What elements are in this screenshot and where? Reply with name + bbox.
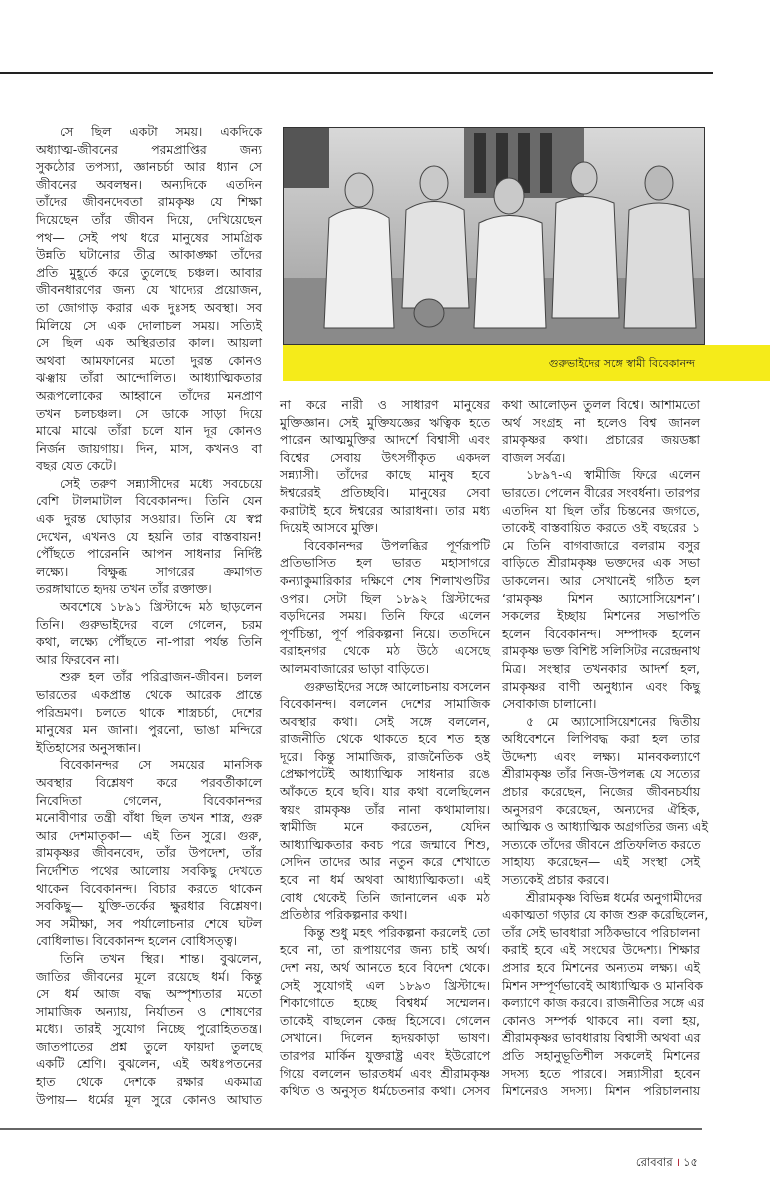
text-line: কোনও সম্পর্ক থাকবে না। বলা হয়, [502, 1012, 700, 1028]
text-line: শ্রীরামকৃষ্ণ তাঁর নিজ-উপলব্ধ যে সত্যের [502, 766, 700, 782]
text-line: আর দেশমাতৃকা— এই তিন সুরে। গুরু, [36, 827, 262, 843]
text-line: অথবা আমফানের মতো দুরন্ত কোনও [36, 352, 262, 368]
text-line: শুরু হল তাঁর পরিব্রাজন-জীবন। চলল [60, 669, 262, 685]
text-line: সেই সুযোগই এল ১৮৯৩ খ্রিস্টাব্দে। [280, 977, 490, 993]
text-line: হলেন বিবেকানন্দ। সম্পাদক হলেন [502, 625, 700, 641]
photo-illustration [284, 128, 705, 345]
text-line: মিশনেরও সদস্য। মিশন পরিচালনায় [502, 1083, 700, 1099]
text-line: বাজল সর্বত্র। [502, 449, 566, 465]
text-line: নির্জন জায়গায়। দিন, মাস, কখনও বা [36, 440, 262, 456]
text-line: দিয়েই আসবে মুক্তি। [280, 520, 379, 536]
text-line: নিবেদিতা গেলেন, বিবেকানন্দর [36, 792, 262, 808]
text-line: তরঙ্গাঘাতে হৃদয় তখন তাঁর রক্তাক্ত। [36, 581, 212, 597]
text-line: ১৮৯৭-এ স্বামীজি ফিরে এলেন [526, 467, 700, 483]
text-line: বোধিলাভ। বিবেকানন্দ হলেন বোধিসত্ত্ব। [36, 933, 238, 949]
photo-caption: গুরুভাইদের সঙ্গে স্বামী বিবেকানন্দ [548, 357, 695, 370]
text-line: পরিভ্রমণ। চলতে থাকে শাস্ত্রচর্চা, দেশের [36, 704, 262, 720]
text-line: ৫ মে অ্যাসোসিয়েশনের দ্বিতীয় [526, 713, 700, 729]
text-line: পূর্ণচিন্তা, পূর্ণ পরিকল্পনা নিয়ে। ততদিনে [280, 625, 490, 641]
paragraph [280, 678, 490, 924]
text-line: সন্ন্যাসী। তাঁদের কাছে মানুষ হবে [280, 467, 490, 483]
text-line: আলমবাজারের ভাড়া বাড়িতে। [280, 660, 430, 676]
text-line: প্রেক্ষাপটেই আধ্যাত্মিক সাধনার রঙে [280, 766, 490, 782]
text-line: আঁকতে হবে ছবি। যার কথা বলেছিলেন [280, 784, 490, 800]
text-line: বোধ থেকেই তিনি জানালেন এক মঠ [280, 889, 490, 905]
text-line: প্রচার করেছেন, নিজের জীবনচর্যায় [502, 784, 700, 800]
text-line: কথা আলোড়ন তুলল বিশ্বে। আশামতো [502, 397, 700, 412]
page-footer [636, 1154, 698, 1173]
text-line: ওপর। সেটা ছিল ১৮৯২ খ্রিস্টাব্দের [280, 590, 490, 606]
text-line: উন্নতি ঘটানোর তীব্র আকাঙ্ক্ষা তাঁদের [36, 247, 262, 263]
text-line: সত্যকে তাঁদের জীবনে প্রতিফলিত করতে [502, 836, 701, 852]
paragraph [502, 396, 700, 466]
text-line: সবকিছু— যুক্তি-তর্কের ক্ষুরধার বিশ্লেষণ। [36, 898, 262, 914]
text-line: হবে না, তা রূপায়ণের জন্য চাই অর্থ। [280, 942, 490, 958]
paragraph [36, 950, 262, 1108]
text-line: ইতিহাসের অনুসন্ধান। [36, 739, 141, 755]
text-line: অবস্থার বিশ্লেষণ করে পরবর্তীকালে [36, 774, 262, 790]
text-line: বাড়িতে শ্রীরামকৃষ্ণ ভক্তদের এক সভা [502, 555, 700, 571]
article-column-1 [36, 123, 262, 1108]
text-line: রাজনীতি থেকে থাকতে হবে শত হস্ত [280, 731, 490, 747]
text-line: তাঁদের জীবনদেবতা রামকৃষ্ণ যে শিক্ষা [36, 194, 262, 210]
page-number: ১৫ [683, 1155, 698, 1169]
magazine-name: রোববার [635, 1155, 673, 1169]
text-line: তখন চলচঞ্চল। সে ডাকে সাড়া দিয়ে [36, 405, 262, 421]
text-line: সকলের ইচ্ছায় মিশনের সভাপতি [502, 608, 700, 624]
text-line: প্রতি সহানুভূতিশীল সকলেই মিশনের [502, 1047, 700, 1063]
text-line: মিত্র। সংস্থার তখনকার আদর্শ হল, [502, 660, 700, 676]
text-line: তাকেই বাছলেন কেন্দ্র হিসেবে। গেলেন [280, 1012, 490, 1028]
text-line: হাত থেকে দেশকে রক্ষার একমাত্র [36, 1074, 262, 1090]
text-line: আধ্যাত্মিকতার কবচ পরে জন্মাবে শিশু, [280, 836, 490, 852]
text-line: মে তিনি বাগবাজারে বলরাম বসুর [502, 537, 700, 553]
paragraph [280, 924, 490, 1100]
text-line: সত্যকেই প্রচার করবে। [502, 872, 610, 888]
text-line: শ্রীরামকৃষ্ণর ভাবধারায় বিশ্বাসী অথবা এর [502, 1030, 701, 1046]
footer-rule [0, 1128, 702, 1130]
text-line: বিবেকানন্দর উপলব্ধির পূর্ণরূপটি [304, 537, 490, 553]
text-line: জীবনের অবলম্বন। অন্যদিকে এতদিন [36, 176, 262, 192]
text-line: সেখানে। দিলেন হৃদয়কাড়া ভাষণ। [280, 1030, 490, 1046]
footer-separator: । [675, 1155, 681, 1169]
paragraph [36, 756, 262, 950]
text-line: কথিত ও অনুসৃত ধর্মচেতনার কথা। সেসব [280, 1083, 490, 1099]
text-line: এতদিন যা ছিল তাঁর চিন্তনের জগতে, [502, 502, 700, 518]
text-line: অনুসরণ করেছেন, অন্যদের ঐহিক, [502, 801, 700, 817]
text-line: একটি শ্রেণি। বুঝলেন, এই অধঃপতনের [36, 1056, 262, 1072]
text-line: আর ফিরবেন না। [36, 651, 120, 667]
text-line: একাত্মতা গড়ার যে কাজ শুরু করেছিলেন, [502, 907, 709, 923]
text-line: তিনি। গুরুভাইদের বলে গেলেন, চরম [36, 616, 262, 632]
text-line: কিন্তু শুধু মহৎ পরিকল্পনা করলেই তো [304, 924, 490, 940]
text-line: সব সমীক্ষা, সব পর্যালোচনার শেষে ঘটল [36, 915, 262, 931]
text-line: কন্যাকুমারিকার দক্ষিণে শেষ শিলাখণ্ডটির [280, 572, 490, 588]
text-line: দেশ নয়, অর্থ আনতে হবে বিদেশ থেকে। [280, 960, 490, 975]
text-line: তারপর মার্কিন যুক্তরাষ্ট্র এবং ইউরোপে [280, 1047, 490, 1063]
paragraph [280, 396, 490, 537]
group-photo [283, 127, 705, 345]
text-line: এক দুরন্ত ঘোড়ার সওয়ার। তিনি যে স্বপ্ন [36, 511, 262, 527]
text-line: সে ছিল একটা সময়। একদিকে [60, 124, 262, 139]
text-line: ডাকলেন। আর সেখানেই গঠিত হল [502, 572, 700, 588]
text-line: মাঝে মাঝে তাঁরা চলে যান দূর কোনও [36, 423, 262, 439]
paragraph [502, 889, 709, 1100]
text-line: রামকৃষ্ণ ভক্ত বিশিষ্ট সলিসিটর নরেন্দ্রনাথ [502, 643, 700, 659]
text-line: দেখেন, এখনও যে হয়নি তার বাস্তবায়ন! [36, 528, 262, 544]
text-line: প্রসার হবে মিশনের অন্যতম লক্ষ্য। এই [502, 960, 700, 975]
paragraph [280, 537, 490, 678]
text-line: আত্মিক ও আধ্যাত্মিক অগ্রগতির জন্য এই [502, 819, 708, 835]
text-line: বিবেকানন্দ। বললেন দেশের সামাজিক [280, 696, 490, 712]
text-line: না করে নারী ও সাধারণ মানুষের [280, 397, 490, 412]
paragraph [502, 466, 700, 712]
text-line: স্বামীজি মনে করতেন, যেদিন [280, 819, 490, 835]
text-line: অধ্যাত্ম-জীবনের পরমপ্রাপ্তির জন্য [36, 141, 262, 157]
text-line: দূরে। কিন্তু সামাজিক, রাজনৈতিক ওই [280, 748, 490, 764]
text-line: পৌঁছতে পারেননি আপন সাধনার নির্দিষ্ট [36, 546, 262, 562]
text-line: বড়দিনের সময়। তিনি ফিরে এলেন [280, 608, 490, 624]
text-line: ঝঞ্ঝায় তাঁরা আন্দোলিত। আধ্যাত্মিকতার [36, 370, 262, 386]
text-line: ভারতের একপ্রান্ত থেকে আরেক প্রান্তে [36, 687, 262, 702]
text-line: তাঁর সেই ভাবধারা সঠিকভাবে পরিচালনা [502, 924, 700, 940]
text-line: সেই তরুণ সন্ন্যাসীদের মধ্যে সবচেয়ে [60, 475, 262, 491]
text-line: মিলিয়ে সে এক দোলাচল সময়। সত্যিই [36, 317, 262, 333]
text-line: বিবেকানন্দর সে সময়ের মানসিক [60, 757, 262, 773]
text-line: বিশ্বের সেবায় উৎসর্গীকৃত একদল [280, 449, 490, 465]
text-line: ভারতে। পেলেন বীরের সংবর্ধনা। তারপর [502, 484, 700, 500]
text-line: অধিবেশনে লিপিবদ্ধ করা হল তার [502, 731, 700, 747]
text-line: উদ্দেশ্য এবং লক্ষ্য। মানবকল্যাণে [502, 748, 700, 764]
text-line: রামকৃষ্ণর বাণী অনুধ্যান এবং কিছু [502, 678, 700, 694]
photo-caption-band [283, 345, 770, 381]
text-line: জাতপাতের প্রশ্ন তুলে ফায়দা তুলছে [36, 1038, 262, 1054]
paragraph [36, 598, 262, 668]
header-rule [0, 72, 713, 74]
text-line: গুরুভাইদের সঙ্গে আলোচনায় বসলেন [304, 678, 490, 694]
text-line: সুকঠোর তপস্যা, জ্ঞানচর্চা আর ধ্যান সে [36, 159, 262, 175]
text-line: মনোবীণার তন্ত্রী বাঁধা ছিল তখন শাস্ত্র, গুরু [36, 810, 262, 826]
paragraph [36, 668, 262, 756]
text-line: পথ— সেই পথ ধরে মানুষের সামগ্রিক [36, 229, 262, 245]
text-line: সেদিন তাদের আর নতুন করে শেখাতে [280, 854, 490, 870]
text-line: বছর যেত কেটে। [36, 458, 117, 474]
text-line: সদস্য হতে পারবে। সন্ন্যাসীরা হবেন [502, 1065, 700, 1081]
text-line: তিনি তখন স্থির। শান্ত। বুঝলেন, [60, 950, 262, 966]
text-line: জীবনধারণের জন্য যে খাদ্যের প্রয়োজন, [36, 282, 262, 298]
text-line: প্রতিভাসিত হল ভারত মহাসাগরে [280, 555, 490, 571]
text-line: নির্দেশিত পথের আলোয় সবকিছু দেখতে [36, 862, 262, 878]
text-line: সেবাকাজ চালানো। [502, 696, 597, 712]
text-line: প্রতিষ্ঠার পরিকল্পনার কথা। [280, 907, 408, 923]
text-line: সে ছিল এক অস্থিরতার কাল। আয়লা [36, 335, 262, 351]
text-line: দিয়েছেন তাঁর জীবন দিয়ে, দেখিয়েছেন [36, 211, 262, 227]
text-line: লক্ষ্যে। বিক্ষুব্ধ সাগরের ক্রমাগত [36, 563, 262, 579]
text-line: সামাজিক অন্যায়, নির্যাতন ও শোষণের [36, 1003, 262, 1019]
text-line: উপায়— ধর্মের মূল সুরে কোনও আঘাত [36, 1091, 262, 1107]
text-line: মিশন সম্পূর্ণভাবেই আধ্যাত্মিক ও মানবিক [502, 977, 703, 993]
text-line: হবে না ধর্ম অথবা আধ্যাত্মিকতা। এই [280, 872, 490, 888]
text-line: বেশি টালমাটাল বিবেকানন্দ। তিনি যেন [36, 493, 262, 509]
text-line: করাটাই হবে ঈশ্বরের আরাধনা। তার মধ্য [280, 502, 490, 518]
text-line: রামকৃষ্ণর জীবনবেদ, তাঁর উপদেশ, তাঁর [36, 845, 262, 861]
text-line: অবস্থার কথা। সেই সঙ্গে বললেন, [280, 713, 490, 729]
text-line: তা জোগাড় করার এক দুঃসহ অবস্থা। সব [36, 299, 262, 315]
text-line: করাই হবে এই সংঘের উদ্দেশ্য। শিক্ষার [502, 942, 700, 958]
text-line: সাহায্য করেছেন— এই সংস্থা সেই [502, 854, 700, 870]
text-line: মানুষের মন জানা। পুরনো, ভাঙা মন্দিরে [36, 722, 262, 738]
article-column-2 [280, 396, 490, 1100]
text-line: অরূপলোকের আহ্বানে তাঁদের মনপ্রাণ [36, 387, 262, 403]
text-line: বরাহনগর থেকে মঠ উঠে এসেছে [280, 643, 490, 659]
text-line: অবশেষে ১৮৯১ খ্রিস্টাব্দে মঠ ছাড়লেন [60, 599, 262, 615]
text-line: শ্রীরামকৃষ্ণ বিভিন্ন ধর্মের অনুগামীদের [526, 889, 702, 905]
text-line: প্রতি মুহূর্তে করে তুলেছে চঞ্চল। আবার [36, 264, 262, 280]
text-line: মুক্তিজ্ঞান। সেই মুক্তিযজ্ঞের ঋত্বিক হতে [280, 414, 490, 430]
text-line: মধ্যে। তারই সুযোগ নিচ্ছে পুরোহিততন্ত্র। [36, 1021, 262, 1037]
text-line: স্বয়ং রামকৃষ্ণ তাঁর নানা কথামালায়। [280, 801, 490, 817]
text-line: থাকেন বিবেকানন্দ। বিচার করতে থাকেন [36, 880, 262, 896]
text-line: অর্থ সংগ্রহ না হলেও বিশ্ব জানল [502, 414, 700, 430]
article-column-3 [502, 396, 709, 1100]
paragraph [36, 123, 262, 475]
text-line: ‘রামকৃষ্ণ মিশন অ্যাসোসিয়েশন’। [502, 590, 700, 606]
text-line: ঈশ্বরেরই প্রতিচ্ছবি। মানুষের সেবা [280, 484, 490, 500]
paragraph [36, 475, 262, 598]
text-line: রামকৃষ্ণর কথা। প্রচারের জয়ডঙ্কা [502, 432, 700, 448]
text-line: তাকেই বাস্তবায়িত করতে ওই বছরের ১ [502, 520, 700, 536]
text-line: শিকাগোতে হচ্ছে বিশ্বধর্ম সম্মেলন। [280, 995, 490, 1011]
text-line: পারেন আত্মমুক্তির আদর্শে বিশ্বাসী এবং [280, 432, 490, 448]
text-line: কথা, লক্ষ্যে পৌঁছতে না-পারা পর্যন্ত তিনি [36, 634, 262, 650]
text-line: গিয়ে বললেন ভারতধর্ম এবং শ্রীরামকৃষ্ণ [280, 1065, 490, 1081]
text-line: কল্যাণে কাজ করবে। রাজনীতির সঙ্গে এর [502, 995, 705, 1011]
paragraph [502, 713, 708, 889]
text-line: জাতির জীবনের মূলে রয়েছে ধর্ম। কিন্তু [36, 968, 262, 984]
text-line: সে ধর্ম আজ বদ্ধ অস্পৃশ্যতার মতো [36, 986, 262, 1002]
